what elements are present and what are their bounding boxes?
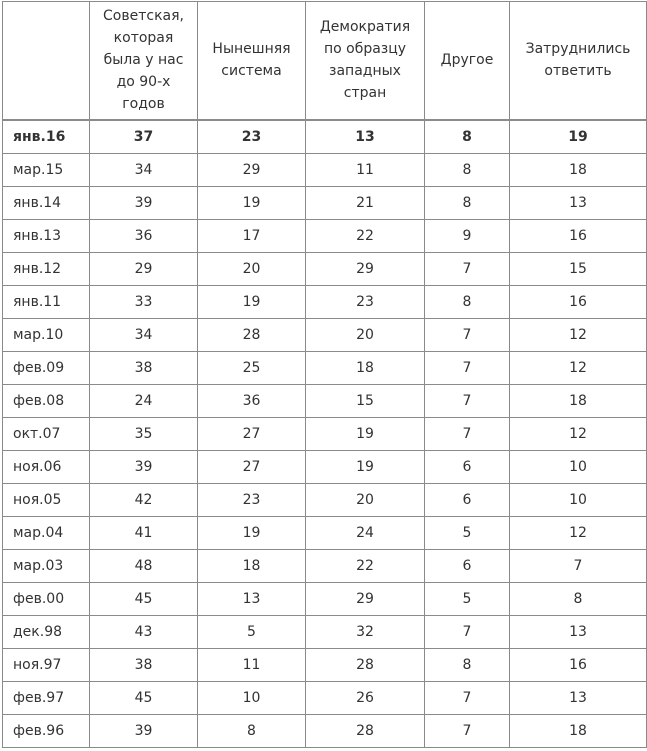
table-row: [3, 384, 647, 417]
cell-undecided: 8: [510, 582, 647, 615]
cell-period: янв.14: [3, 186, 90, 219]
cell-western-democracy: 19: [306, 417, 425, 450]
cell-soviet: 39: [90, 714, 198, 747]
table-row: [3, 582, 647, 615]
cell-period: фев.09: [3, 351, 90, 384]
table-row: [3, 714, 647, 747]
cell-other: 8: [425, 120, 510, 154]
table-row: [3, 318, 647, 351]
cell-other: 8: [425, 285, 510, 318]
cell-undecided: 12: [510, 516, 647, 549]
cell-western-democracy: 22: [306, 219, 425, 252]
table-body: [3, 120, 647, 748]
table-row: [3, 450, 647, 483]
cell-period: янв.16: [3, 120, 90, 154]
cell-undecided: 12: [510, 351, 647, 384]
cell-period: ноя.97: [3, 648, 90, 681]
cell-current-system: 36: [198, 384, 306, 417]
cell-western-democracy: 29: [306, 582, 425, 615]
cell-western-democracy: 23: [306, 285, 425, 318]
cell-period: мар.03: [3, 549, 90, 582]
cell-other: 9: [425, 219, 510, 252]
cell-undecided: 16: [510, 648, 647, 681]
cell-current-system: 18: [198, 549, 306, 582]
header-row: [3, 2, 647, 120]
cell-current-system: 19: [198, 186, 306, 219]
cell-period: янв.13: [3, 219, 90, 252]
cell-undecided: 13: [510, 186, 647, 219]
table-row: [3, 351, 647, 384]
cell-other: 5: [425, 582, 510, 615]
cell-period: окт.07: [3, 417, 90, 450]
cell-soviet: 35: [90, 417, 198, 450]
cell-current-system: 27: [198, 417, 306, 450]
cell-undecided: 13: [510, 615, 647, 648]
cell-current-system: 23: [198, 120, 306, 154]
cell-soviet: 43: [90, 615, 198, 648]
cell-other: 6: [425, 450, 510, 483]
cell-current-system: 20: [198, 252, 306, 285]
table-header: [3, 2, 647, 120]
cell-other: 7: [425, 252, 510, 285]
cell-soviet: 41: [90, 516, 198, 549]
cell-western-democracy: 13: [306, 120, 425, 154]
cell-other: 7: [425, 318, 510, 351]
cell-soviet: 36: [90, 219, 198, 252]
table-row: [3, 120, 647, 154]
cell-period: фев.97: [3, 681, 90, 714]
cell-period: фев.08: [3, 384, 90, 417]
cell-period: дек.98: [3, 615, 90, 648]
cell-period: янв.12: [3, 252, 90, 285]
cell-period: ноя.05: [3, 483, 90, 516]
table-row: [3, 681, 647, 714]
cell-other: 7: [425, 681, 510, 714]
header-cell-other: Другое: [425, 2, 510, 120]
cell-other: 8: [425, 153, 510, 186]
cell-western-democracy: 29: [306, 252, 425, 285]
cell-soviet: 39: [90, 186, 198, 219]
cell-undecided: 10: [510, 483, 647, 516]
cell-current-system: 29: [198, 153, 306, 186]
table-row: [3, 648, 647, 681]
cell-undecided: 15: [510, 252, 647, 285]
cell-current-system: 23: [198, 483, 306, 516]
table-row: [3, 483, 647, 516]
cell-period: мар.04: [3, 516, 90, 549]
cell-other: 7: [425, 417, 510, 450]
cell-other: 8: [425, 186, 510, 219]
cell-soviet: 37: [90, 120, 198, 154]
cell-other: 7: [425, 384, 510, 417]
cell-soviet: 48: [90, 549, 198, 582]
cell-undecided: 19: [510, 120, 647, 154]
cell-other: 7: [425, 714, 510, 747]
cell-soviet: 29: [90, 252, 198, 285]
cell-western-democracy: 18: [306, 351, 425, 384]
cell-western-democracy: 24: [306, 516, 425, 549]
table-row: [3, 417, 647, 450]
table-row: [3, 615, 647, 648]
cell-soviet: 45: [90, 582, 198, 615]
cell-current-system: 8: [198, 714, 306, 747]
header-cell-current-system: Нынешняя система: [198, 2, 306, 120]
header-cell-western-democracy: Демократия по образцу западных стран: [306, 2, 425, 120]
cell-soviet: 39: [90, 450, 198, 483]
cell-western-democracy: 19: [306, 450, 425, 483]
survey-table: [2, 1, 647, 748]
cell-current-system: 19: [198, 285, 306, 318]
table-row: [3, 219, 647, 252]
cell-period: фев.00: [3, 582, 90, 615]
cell-current-system: 13: [198, 582, 306, 615]
header-cell-period: [3, 2, 90, 120]
cell-undecided: 16: [510, 285, 647, 318]
cell-other: 7: [425, 351, 510, 384]
table-row: [3, 516, 647, 549]
cell-other: 8: [425, 648, 510, 681]
cell-other: 6: [425, 549, 510, 582]
cell-western-democracy: 26: [306, 681, 425, 714]
cell-western-democracy: 28: [306, 648, 425, 681]
cell-western-democracy: 15: [306, 384, 425, 417]
cell-undecided: 12: [510, 318, 647, 351]
cell-current-system: 25: [198, 351, 306, 384]
cell-current-system: 19: [198, 516, 306, 549]
cell-soviet: 34: [90, 153, 198, 186]
cell-period: ноя.06: [3, 450, 90, 483]
cell-period: янв.11: [3, 285, 90, 318]
cell-undecided: 16: [510, 219, 647, 252]
table-row: [3, 186, 647, 219]
cell-western-democracy: 21: [306, 186, 425, 219]
cell-period: мар.15: [3, 153, 90, 186]
cell-undecided: 7: [510, 549, 647, 582]
cell-soviet: 38: [90, 351, 198, 384]
cell-soviet: 24: [90, 384, 198, 417]
header-cell-soviet: Советская, которая была у нас до 90-х годов: [90, 2, 198, 120]
cell-soviet: 33: [90, 285, 198, 318]
cell-soviet: 38: [90, 648, 198, 681]
cell-current-system: 11: [198, 648, 306, 681]
cell-soviet: 45: [90, 681, 198, 714]
cell-western-democracy: 11: [306, 153, 425, 186]
cell-other: 7: [425, 615, 510, 648]
table-row: [3, 285, 647, 318]
cell-undecided: 13: [510, 681, 647, 714]
cell-undecided: 18: [510, 153, 647, 186]
cell-western-democracy: 20: [306, 318, 425, 351]
cell-undecided: 18: [510, 384, 647, 417]
cell-current-system: 27: [198, 450, 306, 483]
cell-undecided: 12: [510, 417, 647, 450]
cell-undecided: 18: [510, 714, 647, 747]
cell-other: 6: [425, 483, 510, 516]
cell-current-system: 17: [198, 219, 306, 252]
cell-other: 5: [425, 516, 510, 549]
cell-soviet: 34: [90, 318, 198, 351]
cell-current-system: 5: [198, 615, 306, 648]
table-row: [3, 153, 647, 186]
header-cell-undecided: Затруднились ответить: [510, 2, 647, 120]
cell-western-democracy: 22: [306, 549, 425, 582]
cell-soviet: 42: [90, 483, 198, 516]
cell-period: фев.96: [3, 714, 90, 747]
cell-current-system: 28: [198, 318, 306, 351]
cell-undecided: 10: [510, 450, 647, 483]
cell-current-system: 10: [198, 681, 306, 714]
cell-period: мар.10: [3, 318, 90, 351]
cell-western-democracy: 32: [306, 615, 425, 648]
cell-western-democracy: 20: [306, 483, 425, 516]
table-row: [3, 252, 647, 285]
cell-western-democracy: 28: [306, 714, 425, 747]
table-row: [3, 549, 647, 582]
